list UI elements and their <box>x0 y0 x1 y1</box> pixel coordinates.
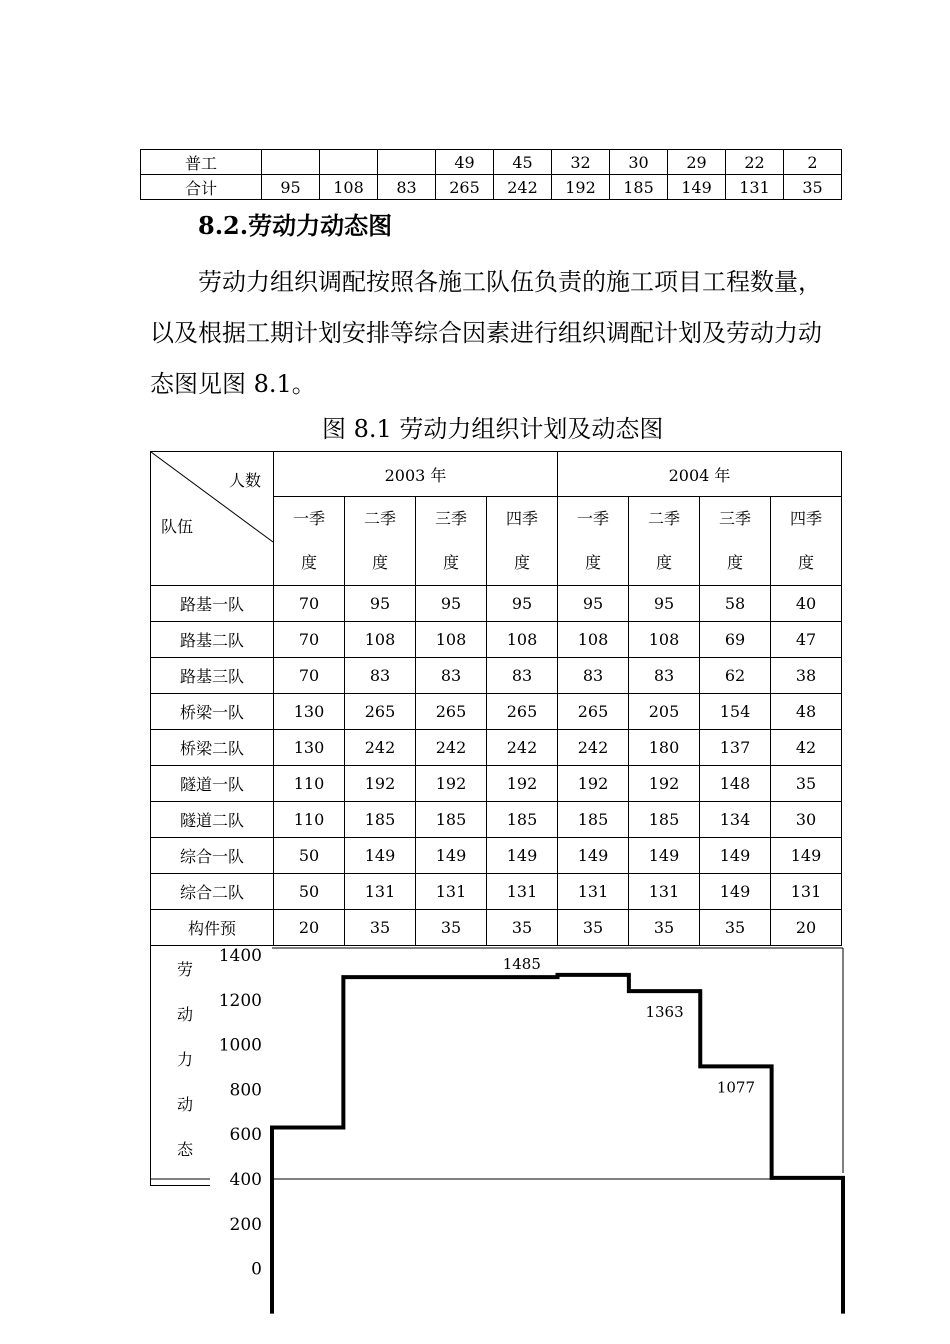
quarter-header-bottom: 度 <box>300 553 317 572</box>
table-cell: 108 <box>558 622 629 658</box>
table-cell: 242 <box>494 175 552 200</box>
table-cell: 137 <box>700 730 771 766</box>
row-label: 普工 <box>141 150 262 175</box>
team-name: 隧道二队 <box>151 802 274 838</box>
quarter-header-top: 二季 <box>363 509 396 528</box>
quarter-header-bottom: 度 <box>442 553 459 572</box>
table-cell: 29 <box>668 150 726 175</box>
labor-step-line <box>272 975 843 1314</box>
team-name: 路基二队 <box>151 622 274 658</box>
quarter-header-bottom: 度 <box>371 553 388 572</box>
team-name: 构件预 <box>151 910 274 946</box>
table-cell: 131 <box>771 874 842 910</box>
table-cell: 35 <box>771 766 842 802</box>
chart-row-label-char: 动 <box>177 1095 194 1114</box>
table-cell: 20 <box>274 910 345 946</box>
table-cell: 42 <box>771 730 842 766</box>
quarter-header-bottom: 度 <box>584 553 601 572</box>
table-cell: 149 <box>700 874 771 910</box>
table-cell: 185 <box>629 802 700 838</box>
quarter-header-bottom: 度 <box>726 553 743 572</box>
table-cell: 69 <box>700 622 771 658</box>
table-cell: 149 <box>487 838 558 874</box>
table-cell: 49 <box>436 150 494 175</box>
table-cell: 30 <box>610 150 668 175</box>
y-tick-label: 200 <box>229 1214 262 1235</box>
table-cell: 242 <box>558 730 629 766</box>
table-cell: 185 <box>345 802 416 838</box>
table-cell: 192 <box>416 766 487 802</box>
table-cell: 48 <box>771 694 842 730</box>
quarter-header-bottom: 度 <box>655 553 672 572</box>
team-name: 综合一队 <box>151 838 274 874</box>
y-tick-label: 600 <box>229 1125 262 1146</box>
table-cell: 242 <box>416 730 487 766</box>
table-cell: 70 <box>274 622 345 658</box>
quarter-header-top: 四季 <box>789 509 822 528</box>
table-cell: 108 <box>320 175 378 200</box>
table-cell: 50 <box>274 838 345 874</box>
y-tick-label: 400 <box>229 1170 262 1190</box>
table-cell: 40 <box>771 586 842 622</box>
table-cell: 35 <box>558 910 629 946</box>
paragraph-line-2: 以及根据工期计划安排等综合因素进行组织调配计划及劳动力动 <box>150 319 822 347</box>
table-cell: 131 <box>416 874 487 910</box>
quarter-header-top: 三季 <box>718 509 751 528</box>
table-cell: 83 <box>416 658 487 694</box>
table-cell: 192 <box>345 766 416 802</box>
corner-top-label: 人数 <box>229 471 262 490</box>
table-cell: 35 <box>629 910 700 946</box>
team-name: 综合二队 <box>151 874 274 910</box>
chart-value-label: 1363 <box>645 1003 684 1022</box>
chart-value-label: 1485 <box>502 955 541 974</box>
chart-row-label-char: 力 <box>177 1050 194 1069</box>
table-cell: 265 <box>436 175 494 200</box>
table-cell: 83 <box>378 175 436 200</box>
table-cell: 148 <box>700 766 771 802</box>
table-cell: 95 <box>558 586 629 622</box>
table-cell: 131 <box>345 874 416 910</box>
table-cell: 265 <box>487 694 558 730</box>
table-cell: 38 <box>771 658 842 694</box>
table-cell: 130 <box>274 730 345 766</box>
table-cell: 108 <box>487 622 558 658</box>
y-tick-label: 0 <box>251 1259 262 1280</box>
table-cell: 242 <box>487 730 558 766</box>
table-cell: 22 <box>726 150 784 175</box>
table-cell: 70 <box>274 586 345 622</box>
chart-row-label-char: 态 <box>177 1140 194 1159</box>
paragraph-line-3: 态图见图 8.1。 <box>150 370 316 398</box>
table-cell: 45 <box>494 150 552 175</box>
row-label: 合计 <box>141 175 262 200</box>
y-tick-label: 1000 <box>218 1035 262 1056</box>
table-cell: 2 <box>784 150 842 175</box>
table-cell: 108 <box>345 622 416 658</box>
year-header-2004: 2004 年 <box>558 452 842 497</box>
table-cell: 83 <box>345 658 416 694</box>
table-cell: 110 <box>274 766 345 802</box>
table-cell: 265 <box>558 694 629 730</box>
table-cell: 149 <box>771 838 842 874</box>
table-cell: 50 <box>274 874 345 910</box>
chart-row-label-char: 动 <box>177 1005 194 1024</box>
team-name: 路基三队 <box>151 658 274 694</box>
table-cell: 131 <box>726 175 784 200</box>
chart-row-label-char: 劳 <box>177 960 194 979</box>
quarter-header-top: 一季 <box>292 509 325 528</box>
table-cell: 192 <box>629 766 700 802</box>
table-cell: 110 <box>274 802 345 838</box>
table-cell: 83 <box>558 658 629 694</box>
table-cell: 242 <box>345 730 416 766</box>
figure-caption: 图 8.1 劳动力组织计划及动态图 <box>322 415 664 443</box>
y-tick-label: 1200 <box>218 990 262 1011</box>
table-cell: 205 <box>629 694 700 730</box>
table-cell: 35 <box>416 910 487 946</box>
table-cell: 95 <box>345 586 416 622</box>
table-cell: 108 <box>416 622 487 658</box>
team-name: 路基一队 <box>151 586 274 622</box>
quarter-header-bottom: 度 <box>797 553 814 572</box>
table-cell: 185 <box>558 802 629 838</box>
table-cell: 149 <box>629 838 700 874</box>
table-cell: 20 <box>771 910 842 946</box>
quarter-header-top: 一季 <box>576 509 609 528</box>
table-cell: 47 <box>771 622 842 658</box>
table-cell: 95 <box>487 586 558 622</box>
table-cell: 154 <box>700 694 771 730</box>
table-cell: 35 <box>487 910 558 946</box>
quarter-header-top: 三季 <box>434 509 467 528</box>
table-cell: 131 <box>629 874 700 910</box>
table-cell: 95 <box>629 586 700 622</box>
table-cell: 35 <box>784 175 842 200</box>
table-cell: 30 <box>771 802 842 838</box>
quarter-header-bottom: 度 <box>513 553 530 572</box>
table-cell: 108 <box>629 622 700 658</box>
table-cell: 149 <box>558 838 629 874</box>
team-name: 桥梁一队 <box>151 694 274 730</box>
y-tick-label: 1400 <box>218 946 262 966</box>
team-name: 桥梁二队 <box>151 730 274 766</box>
table-cell: 35 <box>700 910 771 946</box>
table-cell: 149 <box>700 838 771 874</box>
table-cell: 70 <box>274 658 345 694</box>
corner-bottom-label: 队伍 <box>161 517 194 536</box>
quarter-header-top: 四季 <box>505 509 538 528</box>
table-cell: 265 <box>345 694 416 730</box>
table-cell: 149 <box>345 838 416 874</box>
table-cell: 180 <box>629 730 700 766</box>
table-cell: 265 <box>416 694 487 730</box>
table-cell: 149 <box>668 175 726 200</box>
team-name: 隧道一队 <box>151 766 274 802</box>
table-cell: 95 <box>416 586 487 622</box>
table-cell: 131 <box>558 874 629 910</box>
table-cell: 32 <box>552 150 610 175</box>
year-header-2003: 2003 年 <box>274 452 558 497</box>
table-cell: 149 <box>416 838 487 874</box>
section-heading: 8.2.劳动力动态图 <box>198 211 393 240</box>
table-cell: 95 <box>262 175 320 200</box>
table-cell: 83 <box>487 658 558 694</box>
table-cell: 185 <box>416 802 487 838</box>
quarter-header-top: 二季 <box>647 509 680 528</box>
table-cell: 192 <box>558 766 629 802</box>
y-tick-label: 800 <box>229 1080 262 1101</box>
paragraph-line-1: 劳动力组织调配按照各施工队伍负责的施工项目工程数量， <box>198 268 822 296</box>
table-cell: 192 <box>487 766 558 802</box>
table-cell: 35 <box>345 910 416 946</box>
table-cell: 192 <box>552 175 610 200</box>
table-cell: 185 <box>610 175 668 200</box>
table-cell: 62 <box>700 658 771 694</box>
table-cell: 134 <box>700 802 771 838</box>
table-cell: 130 <box>274 694 345 730</box>
table-cell: 131 <box>487 874 558 910</box>
table-cell: 83 <box>629 658 700 694</box>
chart-value-label: 1077 <box>716 1078 756 1097</box>
table-cell: 58 <box>700 586 771 622</box>
table-cell: 185 <box>487 802 558 838</box>
